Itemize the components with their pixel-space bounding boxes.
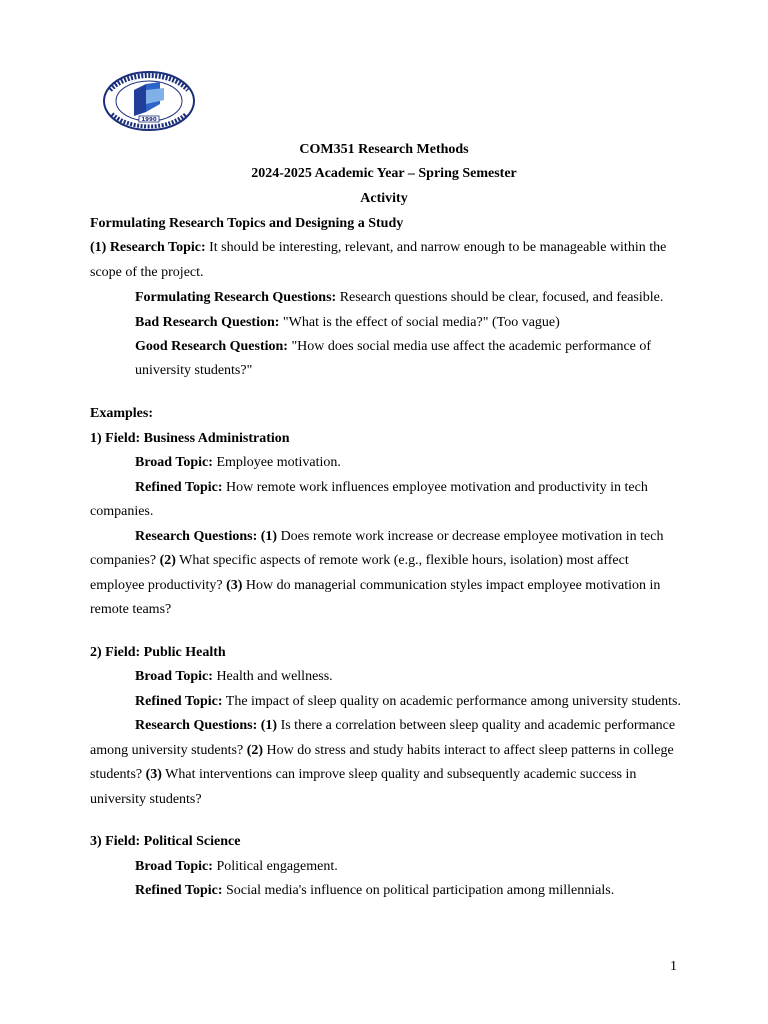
formulating-line — [135, 289, 735, 307]
ex2-field: 2) Field: Public Health — [90, 645, 226, 660]
good-question-text: "How does social media use affect the academic performance of — [287, 339, 652, 354]
examples-label: Examples: — [90, 406, 153, 421]
ex1-broad-line — [135, 454, 735, 472]
ex1-rq-text-1: Does remote work increase or decrease employee motivation in tech — [277, 529, 664, 544]
ex3-broad-label: Broad Topic: — [135, 859, 213, 874]
ex1-rq-text-2b: What specific aspects of remote work (e.g., flexible hours, isolation) most affect — [175, 553, 629, 568]
ex2-rq-line-4: university students? — [90, 792, 202, 807]
ex1-refined-text: How remote work influences employee motivation and productivity in tech — [222, 480, 648, 495]
ex2-rq-text-3b: What interventions can improve sleep quality and subsequently academic success in — [161, 767, 637, 782]
activity-title: Activity — [360, 191, 408, 206]
bad-question-line — [135, 314, 735, 332]
ex1-rq-num-2: (2) — [159, 553, 176, 568]
ex2-rq-line-1 — [135, 717, 735, 735]
ex1-rq-line-1 — [135, 528, 735, 546]
section-title: Formulating Research Topics and Designing a Study — [90, 216, 404, 231]
ex3-refined-label: Refined Topic: — [135, 883, 223, 898]
ex1-field-line — [90, 430, 690, 448]
ex1-rq-num-1: (1) — [257, 529, 278, 544]
ex1-rq-line-2 — [90, 552, 690, 570]
ex2-broad-text: Health and wellness. — [212, 669, 333, 684]
term-title: 2024-2025 Academic Year – Spring Semester — [251, 166, 517, 181]
ex1-rq-label: Research Questions: — [135, 529, 258, 544]
formulating-text: Research questions should be clear, focused, and feasible. — [336, 290, 664, 305]
ex2-rq-num-3: (3) — [145, 767, 162, 782]
good-question-label: Good Research Question: — [135, 339, 288, 354]
bad-question-text: "What is the effect of social media?" (Too vague) — [279, 315, 560, 330]
ex1-broad-label: Broad Topic: — [135, 455, 213, 470]
ex3-broad-line — [135, 858, 735, 876]
ex1-rq-num-3: (3) — [226, 578, 243, 593]
good-question-line-2: university students?" — [135, 363, 253, 378]
ex1-refined-line — [135, 479, 735, 497]
logo-year: 1990 — [141, 117, 157, 123]
ex2-refined-line — [135, 693, 735, 711]
ex2-broad-label: Broad Topic: — [135, 669, 213, 684]
topic-line-2: scope of the project. — [90, 265, 204, 280]
ex2-rq-num-1: (1) — [257, 718, 278, 733]
ex2-rq-text-2a: among university students? — [90, 743, 247, 758]
ex1-broad-text: Employee motivation. — [212, 455, 341, 470]
course-title: COM351 Research Methods — [299, 142, 469, 157]
ex2-rq-line-3 — [90, 766, 690, 784]
topic-line-1 — [90, 239, 690, 257]
ex3-field-line — [90, 833, 690, 851]
examples-line — [90, 405, 690, 423]
bad-question-label: Bad Research Question: — [135, 315, 280, 330]
topic-label: (1) Research Topic: — [90, 240, 206, 255]
ex1-field: 1) Field: Business Administration — [90, 431, 290, 446]
ex2-rq-line-2 — [90, 742, 690, 760]
ex3-refined-line — [135, 882, 735, 900]
ex3-refined-text: Social media's influence on political participation among millennials. — [222, 883, 615, 898]
ex2-rq-text-2b: How do stress and study habits interact to affect sleep patterns in college — [263, 743, 674, 758]
ex2-rq-num-2: (2) — [246, 743, 264, 758]
page-number: 1 — [670, 959, 677, 974]
ex2-broad-line — [135, 668, 735, 686]
ex1-rq-text-2a: companies? — [90, 553, 160, 568]
topic-text: It should be interesting, relevant, and narrow enough to be manageable within the — [205, 240, 667, 255]
ex3-field: 3) Field: Political Science — [90, 834, 241, 849]
section-title-line — [90, 215, 690, 233]
ex1-rq-line-4: remote teams? — [90, 602, 172, 617]
ex2-refined-text: The impact of sleep quality on academic performance among university students. — [222, 694, 682, 709]
ex1-refined-line-2: companies. — [90, 504, 154, 519]
ex1-refined-label: Refined Topic: — [135, 480, 223, 495]
good-question-line — [135, 338, 735, 356]
university-logo — [102, 70, 196, 132]
ex2-field-line — [90, 644, 690, 662]
ex2-rq-label: Research Questions: — [135, 718, 258, 733]
ex2-refined-label: Refined Topic: — [135, 694, 223, 709]
ex2-rq-text-3a: students? — [90, 767, 146, 782]
ex2-rq-text-1: Is there a correlation between sleep quality and academic performance — [277, 718, 676, 733]
ex1-rq-line-3 — [90, 577, 690, 595]
ex1-rq-text-3a: employee productivity? — [90, 578, 227, 593]
formulating-label: Formulating Research Questions: — [135, 290, 337, 305]
ex1-rq-text-3b: How do managerial communication styles impact employee motivation in — [242, 578, 661, 593]
ex3-broad-text: Political engagement. — [212, 859, 338, 874]
